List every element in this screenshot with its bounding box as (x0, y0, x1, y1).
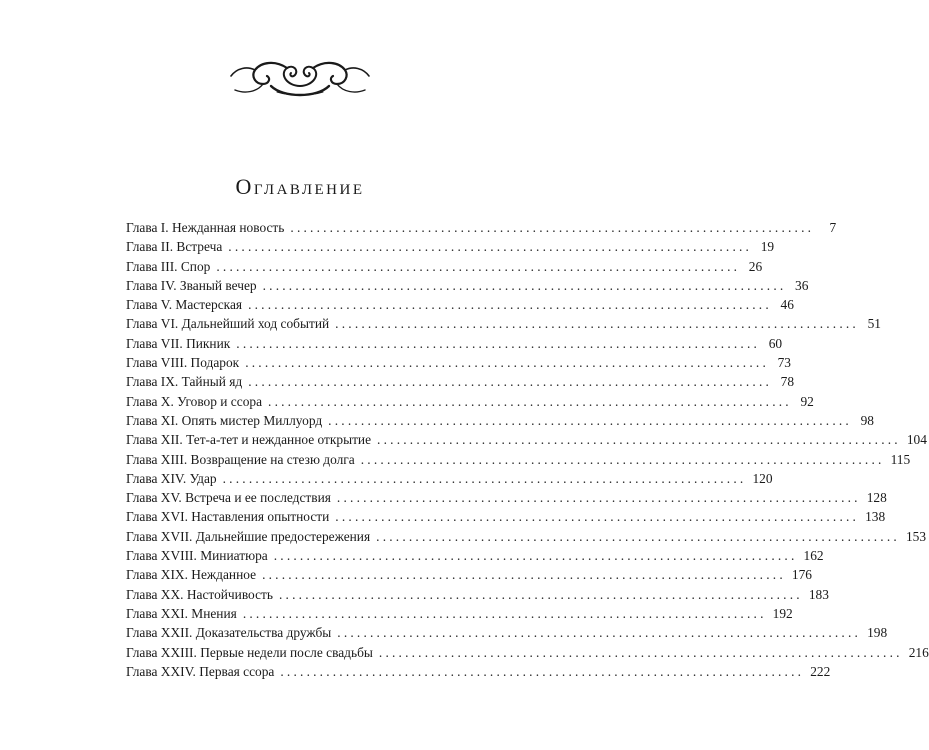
toc-entry-label: Глава XIX. Нежданное (126, 567, 257, 583)
toc-entry-label: Глава VII. Пикник (126, 335, 231, 351)
toc-entry (126, 585, 829, 604)
table-of-contents (126, 218, 929, 681)
toc-entry (126, 353, 791, 372)
toc-entry-page-number: 7 (829, 220, 837, 235)
toc-entry-label: Глава IX. Тайный яд (126, 374, 243, 390)
toc-dot-leader: ................................................................................ (262, 277, 787, 293)
toc-entry (126, 507, 886, 526)
toc-dot-leader: ................................................................................ (279, 586, 803, 602)
toc-dot-leader: ................................................................................ (248, 297, 772, 313)
toc-entry (126, 623, 888, 642)
toc-entry (126, 257, 763, 276)
toc-entry-page-number: 73 (777, 355, 791, 371)
toc-entry-label: Глава IV. Званый вечер (126, 277, 257, 293)
toc-entry-label: Глава XX. Настойчивость (126, 586, 273, 602)
toc-entry-page-number: 216 (908, 644, 929, 660)
toc-entry-page-number: 192 (772, 605, 793, 621)
toc-entry (126, 488, 887, 507)
toc-entry (126, 314, 881, 333)
toc-entry (126, 469, 773, 488)
toc-entry-label: Глава VIII. Подарок (126, 355, 240, 371)
toc-dot-leader: ................................................................................ (248, 374, 773, 390)
toc-entry-page-number: 162 (803, 548, 824, 564)
toc-entry (126, 334, 783, 353)
toc-entry-label: Глава XXIII. Первые недели после свадьбы (126, 644, 373, 660)
toc-entry-page-number: 92 (800, 393, 814, 409)
toc-entry-label: Глава III. Спор (126, 258, 211, 274)
toc-entry-page-number: 222 (810, 663, 831, 679)
toc-dot-leader: ................................................................................ (262, 567, 786, 583)
toc-dot-leader: ................................................................................ (376, 528, 900, 544)
toc-entry-page-number: 78 (780, 374, 795, 390)
toc-entry-page-number: 198 (867, 625, 888, 641)
toc-entry-label: Глава XI. Опять мистер Миллуорд (126, 412, 323, 428)
toc-entry-page-number: 98 (860, 412, 874, 428)
toc-dot-leader: ................................................................................ (273, 548, 798, 564)
toc-entry (126, 565, 812, 584)
toc-entry-label: Глава XXII. Доказательства дружбы (126, 625, 332, 641)
toc-dot-leader: ................................................................................ (335, 316, 859, 332)
toc-dot-leader: ................................................................................ (336, 490, 861, 506)
toc-entry-label: Глава XVIII. Миниатюра (126, 548, 268, 564)
toc-entry-page-number: 19 (760, 239, 775, 255)
toc-dot-leader: ................................................................................ (236, 335, 761, 351)
toc-entry (126, 546, 824, 565)
toc-entry (126, 411, 874, 430)
toc-entry (126, 237, 775, 256)
toc-entry-label: Глава XVII. Дальнейшие предостережения (126, 528, 371, 544)
toc-entry-page-number: 153 (905, 528, 927, 544)
toc-dot-leader: ................................................................................ (360, 451, 885, 467)
toc-entry-label: Глава I. Нежданная новость (126, 220, 285, 235)
toc-dot-leader: ................................................................................ (328, 412, 852, 428)
toc-entry (126, 604, 793, 623)
toc-entry (126, 527, 927, 546)
toc-entry (126, 643, 929, 662)
toc-entry-label: Глава V. Мастерская (126, 297, 243, 313)
toc-entry-label: Глава X. Уговор и ссора (126, 393, 263, 409)
toc-dot-leader: ................................................................................ (268, 393, 792, 409)
toc-entry-page-number: 128 (866, 490, 887, 506)
toc-entry (126, 392, 814, 411)
toc-entry (126, 372, 795, 391)
toc-entry-label: Глава XV. Встреча и ее последствия (126, 490, 331, 506)
toc-dot-leader: ................................................................................ (216, 258, 741, 274)
toc-dot-leader: ................................................................................ (290, 220, 815, 235)
toc-entry-label: Глава VI. Дальнейший ход событий (126, 316, 330, 332)
toc-entry-label: Глава XIV. Удар (126, 470, 217, 486)
toc-entry-label: Глава XII. Тет-а-тет и нежданное открытие (126, 432, 372, 448)
toc-dot-leader: ................................................................................ (378, 644, 903, 660)
toc-entry-page-number: 51 (867, 316, 881, 332)
toc-dot-leader: ................................................................................ (242, 605, 767, 621)
toc-entry-page-number: 104 (906, 432, 927, 448)
toc-entry (126, 218, 837, 237)
toc-dot-leader: ................................................................................ (280, 663, 805, 679)
toc-dot-leader: ................................................................................ (335, 509, 860, 525)
toc-entry-page-number: 115 (890, 451, 911, 467)
page-title: Оглавление (235, 174, 365, 199)
toc-dot-leader: ................................................................................ (228, 239, 753, 255)
toc-dot-leader: ................................................................................ (377, 432, 901, 448)
toc-entry-label: Глава II. Встреча (126, 239, 223, 255)
toc-entry (126, 430, 927, 449)
toc-entry-page-number: 176 (791, 567, 812, 583)
toc-entry-page-number: 138 (865, 509, 886, 525)
toc-entry (126, 276, 809, 295)
toc-entry-label: Глава XVI. Наставления опытности (126, 509, 330, 525)
toc-dot-leader: ................................................................................ (337, 625, 862, 641)
toc-entry (126, 295, 794, 314)
toc-entry-page-number: 46 (780, 297, 794, 313)
toc-entry-label: Глава XXI. Мнения (126, 605, 237, 621)
toc-dot-leader: ................................................................................ (245, 355, 769, 371)
toc-entry (126, 662, 831, 681)
toc-entry-page-number: 36 (795, 277, 809, 293)
toc-entry-page-number: 183 (808, 586, 829, 602)
toc-entry-label: Глава XIII. Возвращение на стезю долга (126, 451, 355, 467)
toc-entry-label: Глава XXIV. Первая ссора (126, 663, 275, 679)
toc-entry-page-number: 120 (752, 470, 773, 486)
swirl-ornament-icon (227, 56, 373, 100)
toc-dot-leader: ................................................................................ (222, 470, 747, 486)
toc-entry-page-number: 26 (748, 258, 763, 274)
toc-entry (126, 450, 911, 469)
toc-entry-page-number: 60 (768, 335, 783, 351)
